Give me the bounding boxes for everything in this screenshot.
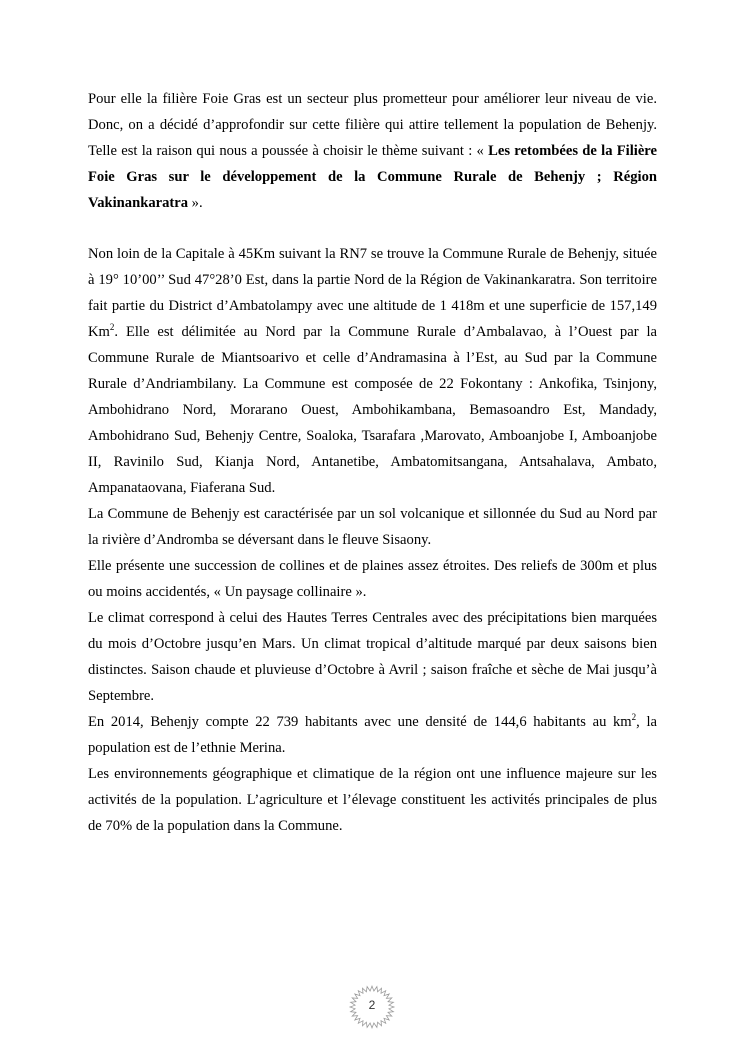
paragraph-intro <box>88 86 657 216</box>
theme-title: Les retombées de la Filière Foie Gras sur le développement de la Commune Rurale de Behenjy ; Région Vakinankaratra <box>88 143 657 211</box>
paragraph-activities: Les environnements géographique et climatique de la région ont une influence majeure sur les activités de la population. L’agriculture et l’élevage constituent les activités principales de plus de 70% de la population dans la Commune. <box>88 766 657 834</box>
page-number: 2 <box>368 998 376 1012</box>
page-number-badge <box>342 983 402 1031</box>
location-text-continued: . Elle est délimitée au Nord par la Commune Rurale d’Ambalavao, à l’Ouest par la Commune Rurale de Miantsoarivo et celle d’Andramasina à l’Est, au Sud par la Commune Rurale d’Andriambilany. La Commune est composée de 22 Fokontany : Ankofika, Tsinjony, Ambohidrano Nord, Morarano Ouest, Ambohikambana, Bemasoandro Est, Mandady, Ambohidrano Sud, Behenjy Centre, Soaloka, Tsarafara ,Marovato, Amboanjobe I, Amboanjobe II, Ravinilo Sud, Kianja Nord, Antanetibe, Ambatomitsangana, Antsahalava, Ambato, Ampanataovana, Fiaferana Sud. <box>88 324 657 496</box>
population-text-continued: , la population est de l’ethnie Merina. <box>88 714 657 756</box>
superscript: 2 <box>631 712 637 722</box>
superscript: 2 <box>109 322 115 332</box>
paragraph-climate: Le climat correspond à celui des Hautes Terres Centrales avec des précipitations bien marquées du mois d’Octobre jusqu’en Mars. Un climat tropical d’altitude marqué par deux saisons bien distinctes. Saison chaude et pluvieuse d’Octobre à Avril ; saison fraîche et sèche de Mai jusqu’à Septembre. <box>88 610 657 704</box>
intro-closing: ». <box>188 195 203 211</box>
paragraph-location <box>88 241 657 501</box>
document-body <box>88 86 657 839</box>
intro-text: Pour elle la filière Foie Gras est un secteur plus prometteur pour améliorer leur niveau de vie. Donc, on a décidé d’approfondir sur cette filière qui attire tellement la population de Behenjy. Telle est la raison qui nous a poussée à choisir le thème suivant : « <box>88 91 657 159</box>
paragraph-gap <box>88 216 657 241</box>
paragraph-soil: La Commune de Behenjy est caractérisée par un sol volcanique et sillonnée du Sud au Nord par la rivière d’Andromba se déversant dans le fleuve Sisaony. <box>88 506 657 548</box>
location-text: Non loin de la Capitale à 45Km suivant la RN7 se trouve la Commune Rurale de Behenjy, située à 19° 10’00’’ Sud 47°28’0 Est, dans la partie Nord de la Région de Vakinankaratra. Son territoire fait partie du District d’Ambatolampy avec une altitude de 1 418m et une superficie de 157,149 Km <box>88 246 657 340</box>
paragraph-population <box>88 709 657 761</box>
population-text: En 2014, Behenjy compte 22 739 habitants avec une densité de 144,6 habitants au km <box>88 714 632 730</box>
paragraph-relief: Elle présente une succession de collines et de plaines assez étroites. Des reliefs de 300m et plus ou moins accidentés, « Un paysage collinaire ». <box>88 558 657 600</box>
